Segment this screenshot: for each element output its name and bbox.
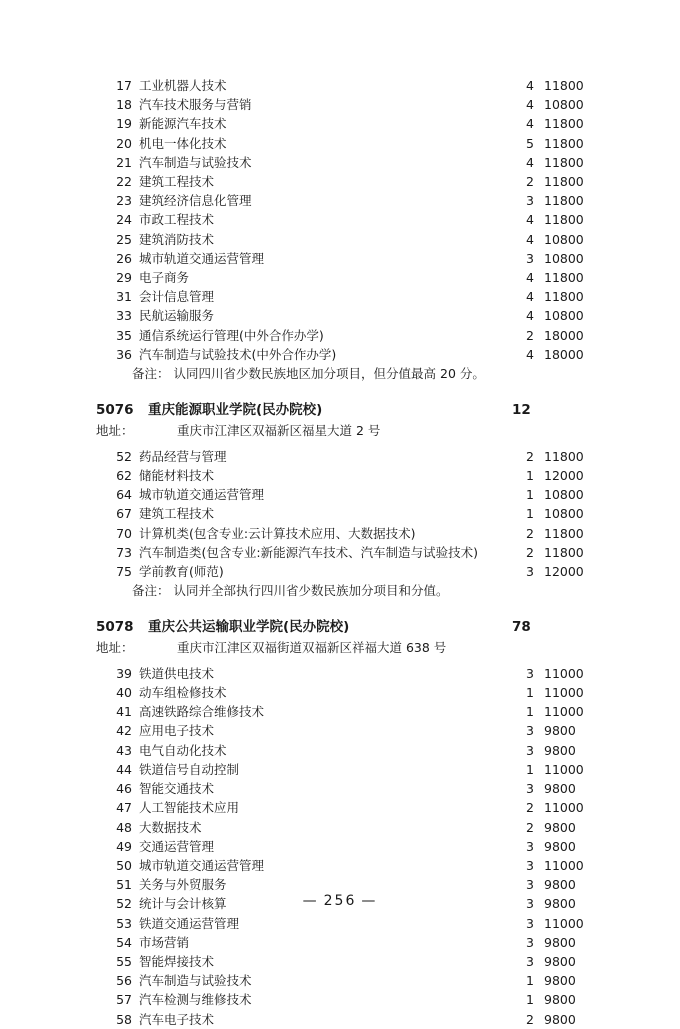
table-row [96,306,596,325]
program-number: 54 [116,934,132,950]
program-number: 17 [116,78,132,93]
program-number: 48 [116,819,132,835]
school-total-plan: 12 [512,402,531,419]
program-fee: 11800 [544,174,584,190]
school-block-5078 [96,616,596,1028]
table-row [96,249,596,268]
program-fee: 10800 [544,97,584,113]
program-fee: 11800 [544,193,584,209]
table-row [96,664,596,683]
program-fee: 11000 [544,800,584,816]
program-name: 汽车制造与试验技术 [139,973,252,989]
program-name: 市场营销 [139,934,190,950]
program-name: 应用电子技术 [139,723,215,739]
school-block-5076 [96,399,596,600]
table-row [96,466,596,485]
program-fee: 11800 [544,135,584,151]
program-plan: 4 [526,154,534,170]
table-row [96,875,596,894]
program-number: 41 [116,704,132,720]
program-name: 药品经营与管理 [139,448,227,464]
program-plan: 2 [526,327,534,343]
program-number: 36 [116,346,132,362]
table-row [96,134,596,153]
program-number: 31 [116,289,132,305]
table-row [96,95,596,114]
program-plan: 1 [526,487,534,503]
program-plan: 2 [526,448,534,464]
school-code: 5078 [96,619,134,636]
program-number: 23 [116,193,132,209]
program-number: 49 [116,838,132,854]
program-name: 计算机类(包含专业:云计算技术应用、大数据技术) [139,525,416,541]
program-fee: 10800 [544,308,584,324]
table-row [96,683,596,702]
program-number: 20 [116,135,132,151]
program-number: 56 [116,973,132,989]
table-row [96,210,596,229]
program-plan: 4 [526,346,534,362]
program-number: 35 [116,327,132,343]
program-name: 汽车电子技术 [139,1011,215,1027]
program-name: 铁道交通运营管理 [139,915,240,931]
program-fee: 11800 [544,525,584,541]
program-name: 汽车制造与试验技术(中外合作办学) [139,346,337,362]
program-number: 29 [116,270,132,286]
program-fee: 9800 [544,742,576,758]
program-plan: 4 [526,212,534,228]
table-row [96,990,596,1009]
program-name: 铁道信号自动控制 [139,761,240,777]
program-number: 50 [116,857,132,873]
program-plan: 3 [526,781,534,797]
program-name: 机电一体化技术 [139,135,227,151]
program-plan: 2 [526,819,534,835]
program-plan: 4 [526,231,534,247]
note-text: 认同四川省少数民族地区加分项目，但分值最高 20 分。 [173,366,485,382]
program-plan: 1 [526,973,534,989]
table-row [96,153,596,172]
program-fee: 9800 [544,973,576,989]
program-name: 汽车制造类(包含专业:新能源汽车技术、汽车制造与试验技术) [139,544,478,560]
program-fee: 11800 [544,448,584,464]
table-row [96,268,596,287]
program-plan: 4 [526,78,534,93]
table-row [96,721,596,740]
program-name: 建筑消防技术 [139,231,215,247]
program-name: 高速铁路综合维修技术 [139,704,265,720]
program-plan: 2 [526,1011,534,1027]
program-name: 通信系统运行管理(中外合作办学) [139,327,324,343]
program-fee: 11800 [544,270,584,286]
program-plan: 3 [526,563,534,579]
school-address [96,421,596,441]
program-number: 33 [116,308,132,324]
program-fee: 11000 [544,857,584,873]
program-plan: 2 [526,800,534,816]
address-text: 重庆市江津区双福街道双福新区祥福大道 638 号 [177,640,447,656]
program-name: 电气自动化技术 [139,742,227,758]
table-row [96,837,596,856]
table-row [96,524,596,543]
program-plan: 1 [526,685,534,701]
program-plan: 3 [526,915,534,931]
program-number: 62 [116,467,132,483]
note-label: 备注： [132,583,170,599]
school-name: 重庆能源职业学院(民办院校) [148,402,323,419]
program-name: 智能交通技术 [139,781,215,797]
program-fee: 18000 [544,327,584,343]
program-plan: 4 [526,308,534,324]
program-name: 统计与会计核算 [139,896,227,912]
program-fee: 9800 [544,1011,576,1027]
section-note [96,581,596,600]
table-row [96,447,596,466]
program-number: 52 [116,448,132,464]
program-fee: 12000 [544,467,584,483]
program-name: 铁道供电技术 [139,665,215,681]
program-plan: 3 [526,953,534,969]
school-name: 重庆公共运输职业学院(民办院校) [148,619,350,636]
program-number: 40 [116,685,132,701]
note-text: 认同并全部执行四川省少数民族加分项目和分值。 [173,583,449,599]
program-number: 73 [116,544,132,560]
table-row [96,172,596,191]
program-name: 建筑工程技术 [139,506,215,522]
program-fee: 9800 [544,934,576,950]
section-note [96,364,596,383]
program-fee: 11800 [544,78,584,93]
table-row [96,345,596,364]
table-row [96,543,596,562]
page-number: 256 [323,893,357,909]
school-heading [96,399,596,421]
program-plan: 1 [526,467,534,483]
program-plan: 2 [526,174,534,190]
program-plan: 4 [526,270,534,286]
program-fee: 9800 [544,877,576,893]
program-number: 42 [116,723,132,739]
program-plan: 4 [526,97,534,113]
program-name: 汽车技术服务与营销 [139,97,252,113]
program-fee: 11800 [544,212,584,228]
program-fee: 10800 [544,250,584,266]
table-row [96,1010,596,1029]
program-name: 学前教育(师范) [139,563,224,579]
program-plan: 1 [526,761,534,777]
program-number: 57 [116,992,132,1008]
school-heading [96,616,596,638]
program-plan: 3 [526,742,534,758]
program-number: 43 [116,742,132,758]
program-fee: 11800 [544,154,584,170]
program-plan: 3 [526,838,534,854]
program-name: 城市轨道交通运营管理 [139,487,265,503]
program-number: 70 [116,525,132,541]
program-number: 55 [116,953,132,969]
program-plan: 3 [526,665,534,681]
program-name: 人工智能技术应用 [139,800,240,816]
program-name: 建筑经济信息化管理 [139,193,252,209]
table-row [96,971,596,990]
program-number: 24 [116,212,132,228]
program-plan: 2 [526,544,534,560]
program-plan: 4 [526,289,534,305]
table-row [96,798,596,817]
address-label: 地址： [96,640,134,656]
program-number: 58 [116,1011,132,1027]
program-number: 67 [116,506,132,522]
table-row [96,287,596,306]
school-address [96,638,596,658]
program-plan: 3 [526,250,534,266]
program-fee: 9800 [544,838,576,854]
program-number: 44 [116,761,132,777]
program-plan: 3 [526,723,534,739]
program-fee: 10800 [544,487,584,503]
program-number: 22 [116,174,132,190]
program-number: 18 [116,97,132,113]
program-plan: 3 [526,193,534,209]
program-fee: 9800 [544,781,576,797]
program-name: 交通运营管理 [139,838,215,854]
program-number: 21 [116,154,132,170]
program-fee: 11800 [544,116,584,132]
program-plan: 3 [526,877,534,893]
footer-dash-right: — [361,893,378,909]
address-label: 地址： [96,423,134,439]
school-code: 5076 [96,402,134,419]
program-name: 智能焊接技术 [139,953,215,969]
table-row [96,230,596,249]
program-name: 民航运输服务 [139,308,215,324]
program-fee: 10800 [544,506,584,522]
note-label: 备注： [132,366,170,382]
table-row [96,952,596,971]
program-plan: 1 [526,704,534,720]
program-number: 52 [116,896,132,912]
program-number: 25 [116,231,132,247]
program-name: 会计信息管理 [139,289,215,305]
program-number: 26 [116,250,132,266]
program-fee: 9800 [544,992,576,1008]
program-fee: 11000 [544,685,584,701]
table-row [96,741,596,760]
school-total-plan: 78 [512,619,531,636]
program-number: 47 [116,800,132,816]
program-number: 53 [116,915,132,931]
program-plan: 1 [526,992,534,1008]
program-name: 汽车制造与试验技术 [139,154,252,170]
program-fee: 9800 [544,896,576,912]
program-number: 19 [116,116,132,132]
table-row [96,326,596,345]
program-plan: 3 [526,896,534,912]
program-number: 75 [116,563,132,579]
program-fee: 9800 [544,819,576,835]
program-number: 51 [116,877,132,893]
table-row [96,779,596,798]
program-fee: 18000 [544,346,584,362]
program-fee: 9800 [544,723,576,739]
table-row [96,933,596,952]
program-plan: 5 [526,135,534,151]
page-content [96,76,596,1029]
program-fee: 10800 [544,231,584,247]
page-footer [0,893,680,909]
footer-dash-left: — [302,893,319,909]
program-name: 建筑工程技术 [139,174,215,190]
table-row [96,818,596,837]
program-name: 电子商务 [139,270,190,286]
program-name: 工业机器人技术 [139,78,227,93]
program-fee: 11800 [544,289,584,305]
program-plan: 3 [526,934,534,950]
program-name: 大数据技术 [139,819,202,835]
program-fee: 11000 [544,915,584,931]
program-number: 46 [116,781,132,797]
program-plan: 2 [526,525,534,541]
table-row [96,76,596,95]
program-fee: 11000 [544,665,584,681]
program-plan: 4 [526,116,534,132]
program-name: 城市轨道交通运营管理 [139,250,265,266]
table-row [96,702,596,721]
program-number: 64 [116,487,132,503]
table-row [96,485,596,504]
program-name: 市政工程技术 [139,212,215,228]
program-name: 汽车检测与维修技术 [139,992,252,1008]
table-row [96,760,596,779]
table-row [96,191,596,210]
program-plan: 3 [526,857,534,873]
program-name: 城市轨道交通运营管理 [139,857,265,873]
program-name: 动车组检修技术 [139,685,227,701]
address-text: 重庆市江津区双福新区福星大道 2 号 [177,423,381,439]
program-fee: 11000 [544,704,584,720]
program-plan: 1 [526,506,534,522]
program-fee: 11800 [544,544,584,560]
table-row [96,504,596,523]
program-list-continued [96,76,596,383]
program-fee: 12000 [544,563,584,579]
program-number: 39 [116,665,132,681]
program-name: 新能源汽车技术 [139,116,227,132]
table-row [96,856,596,875]
program-name: 储能材料技术 [139,467,215,483]
table-row [96,114,596,133]
program-name: 关务与外贸服务 [139,877,227,893]
table-row [96,914,596,933]
table-row [96,562,596,581]
program-fee: 9800 [544,953,576,969]
program-fee: 11000 [544,761,584,777]
